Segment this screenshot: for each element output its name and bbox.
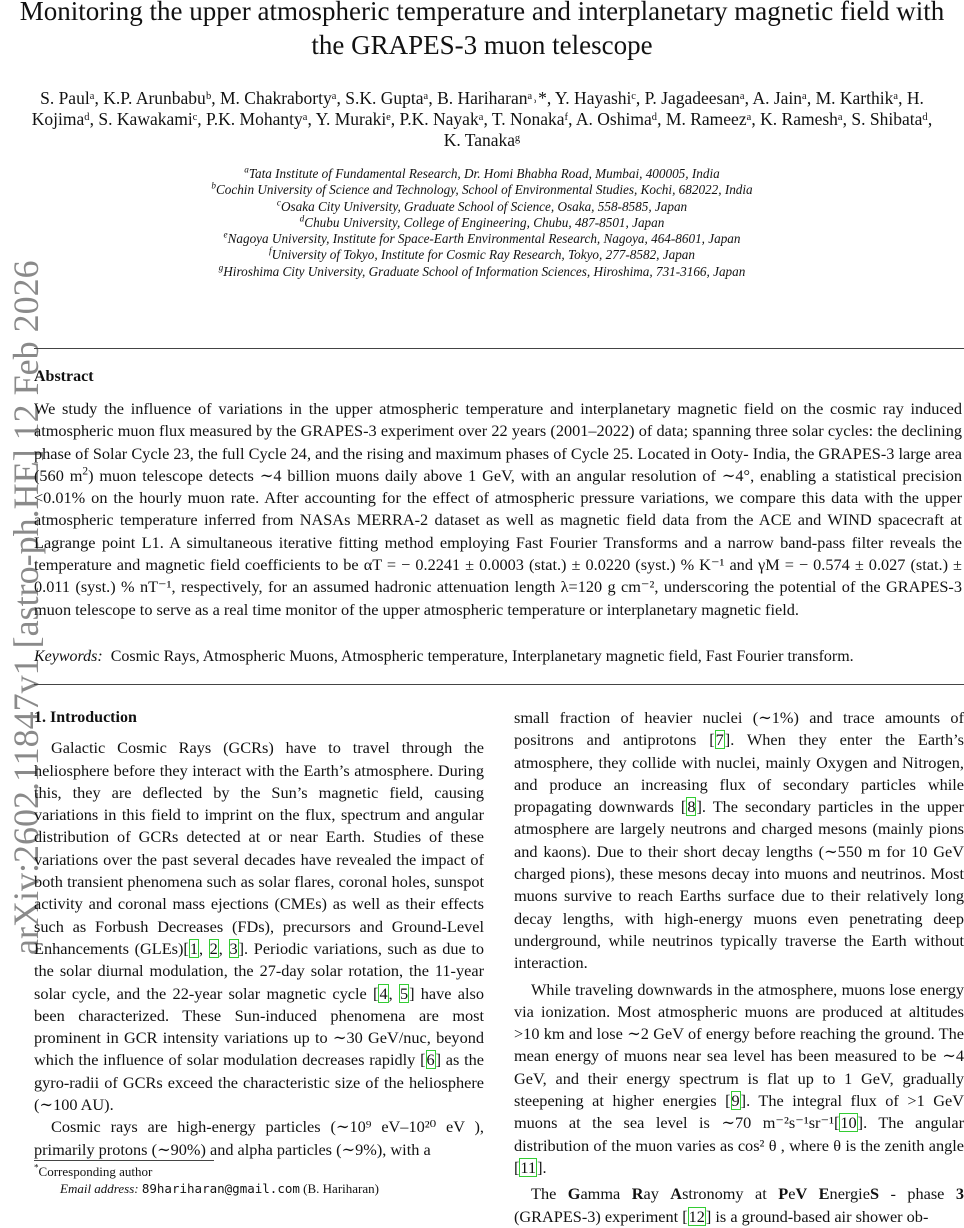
affiliation-c: $^c$Osaka City University, Graduate School of Science, Osaka, 558-8585, Japan	[276, 197, 688, 214]
author-list: S. Paulᵃ, K.P. Arunbabuᵇ, M. Chakrabortyᵃ, S.K. Guptaᵃ, B. Hariharanᵃ˒*, Y. Hayashiᶜ, P. Jagadeesanᵃ, A. Jainᵃ, M. Karthikᵃ, H. Kojimaᵈ, S. Kawakamiᶜ, P.K. Mohantyᵃ, Y. Murakiᵉ, P.K. Nayakᵃ, T. Nonakaᶠ, A. Oshimaᵈ, M. Rameezᵃ, K. Rameshᵃ, S. Shibataᵈ, K. Tanakaᵍ	[31, 88, 933, 150]
citation-link[interactable]: 8	[687, 797, 696, 817]
affiliations	[60, 166, 904, 280]
affiliation-a: $^a$Tata Institute of Fundamental Research, Dr. Homi Bhabha Road, Mumbai, 400005, India	[244, 164, 720, 181]
abstract-text: We study the influence of variations in the upper atmospheric temperature and interplanetary magnetic field on the cosmic ray induced atmospheric muon flux measured by the GRAPES-3 experiment over 22 years (2001–2022) of data; spanning three solar cycles: the declining phase of Solar Cycle 23, the full Cycle 24, and the rising and maximum phases of Cycle 25. Located in Ooty- India, the GRAPES-3 large area (560 $m^2$) muon telescope detects ∼4 billion muons daily above 1 GeV, with an angular resolution of ∼4°, enabling a statistical precision <0.01% on the hourly muon rate. After accounting for the effect of atmospheric pressure variations, we compare this data with the upper atmospheric temperature inferred from NASAs MERRA-2 dataset as well as magnetic field data from the ACE and WIND spacecraft at Lagrange point L1. A simultaneous iterative fitting method employing Fast Fourier Transforms and a narrow band-pass filter reveals the temperature and magnetic field coefficients to be αT = − 0.2241 ± 0.0003 (stat.) ± 0.0220 (syst.) % K⁻¹ and γM = − 0.574 ± 0.027 (stat.) ± 0.011 (syst.) % nT⁻¹, respectively, for an assumed hadronic attenuation length λ=120 g cm⁻², underscoring the potential of the GRAPES-3 muon telescope to serve as a real time monitor of the upper atmospheric temperature or interplanetary magnetic field.	[34, 399, 962, 619]
abstract-bottom-rule	[34, 684, 964, 685]
paper-title: Monitoring the upper atmospheric temperature and interplanetary magnetic field with the GRAPES-3 muon telescope	[19, 0, 945, 60]
affiliation-d: $^d$Chubu University, College of Engineering, Chubu, 487-8501, Japan	[299, 213, 665, 230]
intro-paragraph-2-cont: small fraction of heavier nuclei (∼1%) and trace amounts of positrons and antiprotons [7]. When they enter the Earth’s atmosphere, they collide with nuclei, mainly Oxygen and Nitrogen, and produce an increasing flux of secondary particles while propagating downwards [8]. The secondary particles in the upper atmosphere are largely neutrons and charged mesons (mainly pions and kaons). Due to their short decay lengths (∼550 m for 10 GeV charged pions), these mesons decay into muons and neutrinos. Most muons survive to reach Earths surface due to their relatively long decay lengths, with high-energy muons even penetrating deep underground, while neutrinos typically traverse the Earth without interaction.	[514, 708, 964, 973]
affiliation-g: $^g$Hiroshima City University, Graduate School of Information Sciences, Hiroshima, 731-3166, Japan	[218, 262, 746, 279]
citation-link[interactable]: 11	[520, 1157, 537, 1177]
affiliation-b: $^b$Cochin University of Science and Technology, School of Environmental Studies, Kochi, 682022, India	[211, 180, 753, 198]
citation-link[interactable]: 9	[731, 1091, 740, 1111]
intro-paragraph-2: Cosmic rays are high-energy particles (∼10⁹ eV–10²⁰ eV ), primarily protons (∼90%) and alpha particles (∼9%), with a	[34, 1117, 484, 1159]
citation-link[interactable]: 10	[840, 1113, 857, 1133]
gamma-coefficient: γM = − 0.574 ± 0.027 (stat.) ± 0.011 (syst.) % nT⁻¹	[34, 555, 962, 597]
citation-link[interactable]: 5	[399, 983, 409, 1003]
abstract-heading: Abstract	[34, 368, 94, 385]
citation-link[interactable]: 7	[715, 730, 724, 750]
citation-link[interactable]: 2	[209, 938, 218, 958]
citation-link[interactable]: 3	[229, 938, 238, 958]
section-heading-introduction: 1. Introduction	[34, 709, 137, 726]
citation-link[interactable]: 4	[379, 983, 388, 1003]
citation-link[interactable]: 6	[426, 1050, 435, 1070]
intro-paragraph-3: While traveling downwards in the atmosphere, muons lose energy via ionization. Most atmospheric muons are produced at altitudes >10 km and lose ∼2 GeV of energy before reaching the ground. The mean energy of muons near sea level has been measured to be ∼4 GeV, and their energy spectrum is flat up to 1 GeV, gradually steepening at higher energies [9]. The integral flux of >1 GeV muons at the sea level is ∼70 m⁻²s⁻¹sr⁻¹[10]. The angular distribution of the muon varies as cos² θ , where θ is the zenith angle [11].	[514, 979, 964, 1177]
affiliation-e: $^e$Nagoya University, Institute for Space-Earth Environmental Research, Nagoya, 464-8601, Japan	[223, 229, 741, 247]
left-column	[34, 707, 484, 1161]
citation-link[interactable]: 12	[688, 1206, 705, 1226]
footnote-email: Email address: 89hariharan@gmail.com (B. Hariharan)	[60, 1181, 379, 1196]
citation-link[interactable]: 1	[189, 938, 198, 958]
footnote-corresponding: *Corresponding author	[34, 1162, 153, 1179]
footnote-rule	[34, 1160, 214, 1161]
intro-paragraph-1: Galactic Cosmic Rays (GCRs) have to travel through the heliosphere before they interact with the Earth’s atmosphere. During this, they are deflected by the Sun’s magnetic field, causing variations in this field to imprint on the flux, spectrum and angular distribution of GCRs detected at or near Earth. Studies of these variations over the past several decades have revealed the impact of both transient phenomena such as solar flares, coronal holes, sunspot activity and coronal mass ejections (CMEs) as well as their effects such as Forbush Decreases (FDs), precursors and Ground-Level Enhancements (GLEs)[1, 2, 3]. Periodic variations, such as due to the solar diurnal modulation, the 27-day solar rotation, the 11-year solar cycle, and the 22-year solar magnetic cycle [4, 5] have also been characterized. These Sun-induced phenomena are most prominent in GCR intensity variations up to ∼30 GeV/nuc, beyond which the influence of solar modulation decreases rapidly [6] as the gyro-radii of GCRs exceed the characteristic size of the heliosphere (∼100 AU).	[34, 738, 485, 1115]
footnote	[34, 1163, 379, 1197]
abstract-top-rule	[34, 348, 964, 349]
alpha-coefficient: αT = − 0.2241 ± 0.0003 (stat.) ± 0.0220 (syst.) % K⁻¹	[363, 555, 725, 575]
email-link[interactable]: 89hariharan@gmail.com	[141, 1181, 300, 1196]
right-column	[514, 707, 964, 1228]
arxiv-id: arXiv:2602.11847v1 [astro-ph.HE] 12 Feb 2026	[6, 260, 46, 955]
affiliation-f: $^f$University of Tokyo, Institute for Cosmic Ray Research, Tokyo, 277-8582, Japan	[269, 246, 695, 263]
keywords: Keywords: Cosmic Rays, Atmospheric Muons, Atmospheric temperature, Interplanetary magnetic field, Fast Fourier transform.	[34, 648, 854, 665]
intro-paragraph-4: The Gamma Ray Astronomy at PeV EnergieS - phase 3 (GRAPES-3) experiment [12] is a ground-based air shower ob-	[514, 1184, 964, 1226]
